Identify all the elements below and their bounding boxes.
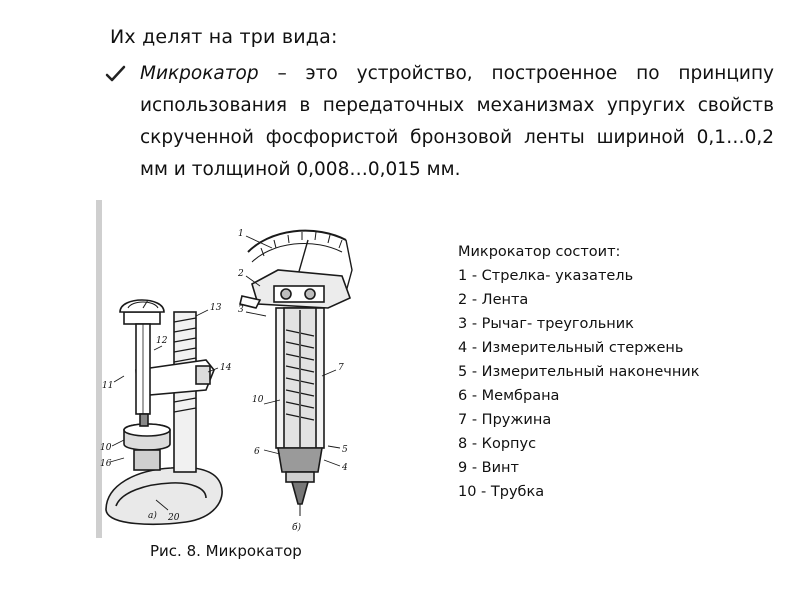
- right-label: 6: [254, 447, 260, 457]
- right-label: 5: [342, 445, 348, 455]
- definition-text: – это устройство, построенное по принципу использования в передаточных механизмах упругих свойств скрученной фосфористой бронзовой ленты шириной 0,1…0,2 мм и толщиной 0,008…0,015 мм.: [140, 63, 774, 180]
- slide-heading: Их делят на три вида:: [110, 26, 338, 48]
- legend-item: 10 - Трубка: [458, 484, 545, 500]
- left-label: 20: [168, 513, 180, 523]
- legend-item: 7 - Пружина: [458, 412, 552, 428]
- legend-item: 9 - Винт: [458, 460, 519, 476]
- microcator-drawing: [96, 200, 366, 538]
- figure-caption: Рис. 8. Микрокатор: [150, 542, 302, 560]
- check-bullet-icon: [104, 62, 128, 86]
- right-label: 3: [238, 305, 244, 315]
- definition-term: Микрокатор: [140, 63, 259, 84]
- left-label: 10: [100, 443, 112, 453]
- microcator-figure: [96, 200, 366, 538]
- scan-edge: [96, 200, 102, 538]
- right-label: 2: [238, 269, 244, 279]
- definition-paragraph: [140, 58, 774, 186]
- left-label: а): [148, 511, 157, 521]
- left-label: 16: [100, 459, 112, 469]
- microcator-section-drawing: [240, 231, 352, 516]
- microcator-stand-drawing: [106, 300, 222, 524]
- left-label: 11: [102, 381, 114, 391]
- legend-item: 2 - Лента: [458, 292, 529, 308]
- right-label: 7: [338, 363, 344, 373]
- legend-item: 4 - Измерительный стержень: [458, 340, 684, 356]
- left-label: 12: [156, 336, 168, 346]
- left-label: 14: [220, 363, 232, 373]
- left-label: 13: [210, 303, 222, 313]
- legend-item: 5 - Измерительный наконечник: [458, 364, 700, 380]
- legend-title: Микрокатор состоит:: [458, 244, 621, 260]
- right-label: 10: [252, 395, 264, 405]
- legend-item: 3 - Рычаг- треугольник: [458, 316, 634, 332]
- legend-item: 1 - Стрелка- указатель: [458, 268, 634, 284]
- parts-legend: [458, 240, 700, 504]
- right-label: б): [292, 523, 302, 533]
- right-label: 4: [342, 463, 348, 473]
- legend-item: 6 - Мембрана: [458, 388, 560, 404]
- right-label: 1: [238, 229, 244, 239]
- legend-item: 8 - Корпус: [458, 436, 537, 452]
